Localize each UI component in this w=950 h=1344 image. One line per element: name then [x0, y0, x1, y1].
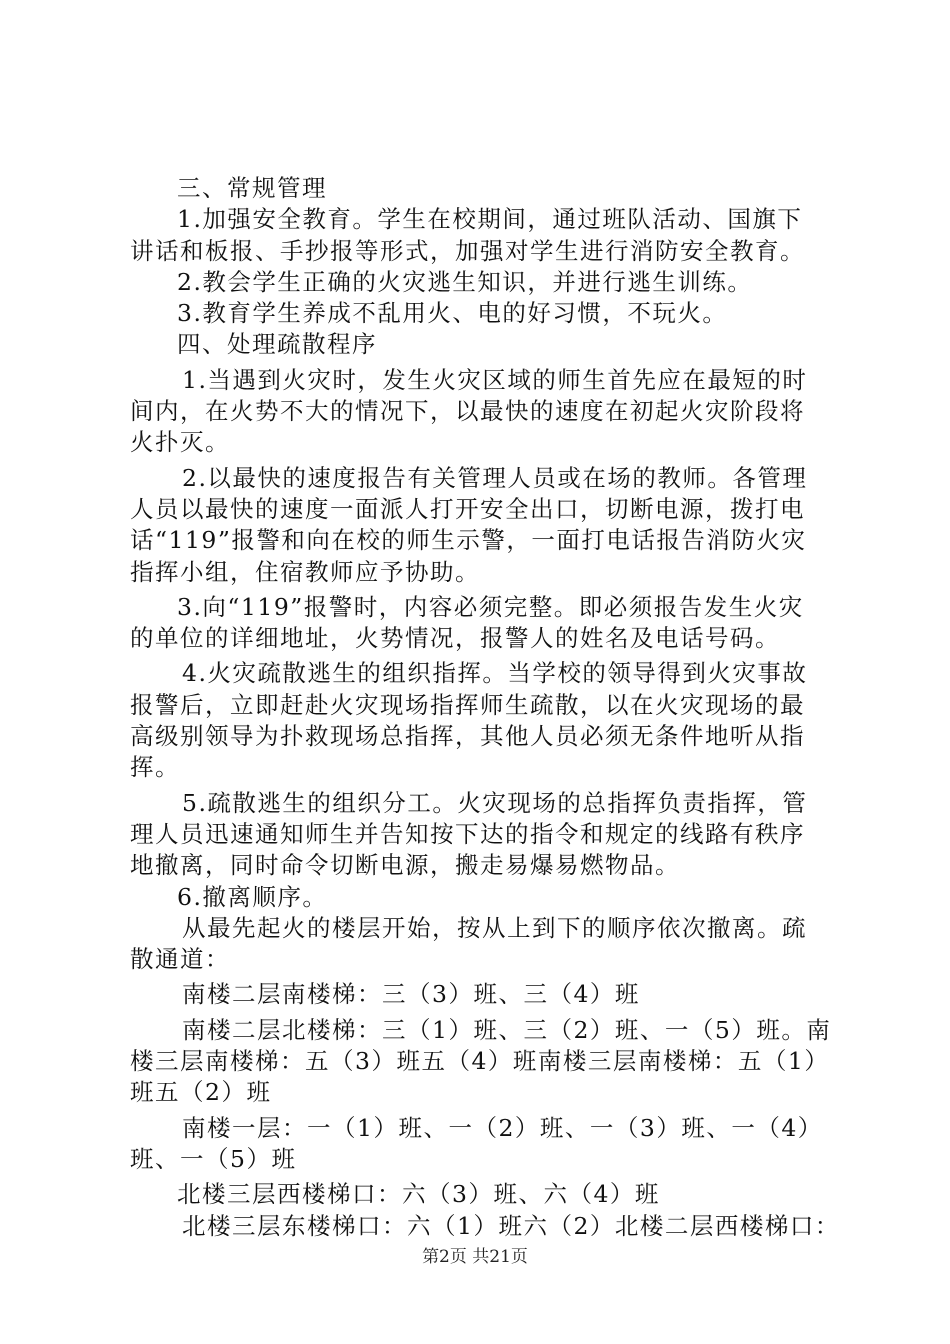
text-line: 的单位的详细地址，火势情况，报警人的姓名及电话号码。	[130, 624, 780, 653]
text-line: 人员以最快的速度一面派人打开安全出口，切断电源，拨打电	[130, 494, 805, 523]
document-body	[130, 173, 840, 1242]
text-line: 话“119”报警和向在校的师生示警，一面打电话报告消防火灾	[130, 526, 807, 555]
text-line: 讲话和板报、手抄报等形式，加强对学生进行消防安全教育。	[130, 236, 805, 265]
text-line: 挥。	[130, 753, 180, 782]
text-line: 楼三层南楼梯：五（3）班五（4）班南楼三层南楼梯：五（1）	[130, 1047, 830, 1076]
text-line: 3.教育学生养成不乱用火、电的好习惯，不玩火。	[177, 299, 728, 328]
text-line: 6.撤离顺序。	[177, 882, 328, 911]
text-line: 2.以最快的速度报告有关管理人员或在场的教师。各管理	[182, 463, 808, 492]
text-line: 南楼二层南楼梯：三（3）班、三（4）班	[182, 980, 640, 1009]
text-line: 报警后，立即赶赴火灾现场指挥师生疏散，以在火灾现场的最	[130, 690, 805, 719]
text-line: 2.教会学生正确的火灾逃生知识，并进行逃生训练。	[177, 267, 753, 296]
text-line: 北楼三层西楼梯口：六（3）班、六（4）班	[177, 1180, 660, 1209]
text-line: 南楼二层北楼梯：三（1）班、三（2）班、一（5）班。南	[182, 1015, 832, 1044]
text-line: 火扑灭。	[130, 428, 230, 457]
page-footer: 第2页 共21页	[422, 1247, 528, 1267]
text-line: 班、一（5）班	[130, 1144, 297, 1173]
text-line: 高级别领导为扑救现场总指挥，其他人员必须无条件地听从指	[130, 722, 805, 751]
text-line: 散通道：	[130, 945, 230, 974]
text-line: 1.加强安全教育。学生在校期间，通过班队活动、国旗下	[177, 205, 803, 234]
text-line: 三、常规管理	[177, 174, 327, 202]
text-line: 3.向“119”报警时，内容必须完整。即必须报告发生火灾	[177, 592, 804, 621]
text-line: 四、处理疏散程序	[177, 330, 377, 359]
text-line: 指挥小组，住宿教师应予协助。	[130, 557, 480, 586]
text-line: 从最先起火的楼层开始，按从上到下的顺序依次撤离。疏	[182, 913, 807, 942]
text-line: 地撤离，同时命令切断电源，搬走易爆易燃物品。	[130, 851, 680, 880]
text-line: 1.当遇到火灾时，发生火灾区域的师生首先应在最短的时	[182, 365, 808, 394]
text-line: 4.火灾疏散逃生的组织指挥。当学校的领导得到火灾事故	[182, 659, 808, 688]
text-line: 间内，在火势不大的情况下，以最快的速度在初起火灾阶段将	[130, 397, 805, 426]
text-line: 南楼一层：一（1）班、一（2）班、一（3）班、一（4）	[182, 1113, 823, 1142]
text-line: 班五（2）班	[130, 1078, 272, 1107]
text-line: 理人员迅速通知师生并告知按下达的指令和规定的线路有秩序	[130, 819, 805, 848]
text-line: 北楼三层东楼梯口：六（1）班六（2）北楼二层西楼梯口：	[182, 1211, 840, 1240]
text-line: 5.疏散逃生的组织分工。火灾现场的总指挥负责指挥，管	[182, 788, 808, 817]
